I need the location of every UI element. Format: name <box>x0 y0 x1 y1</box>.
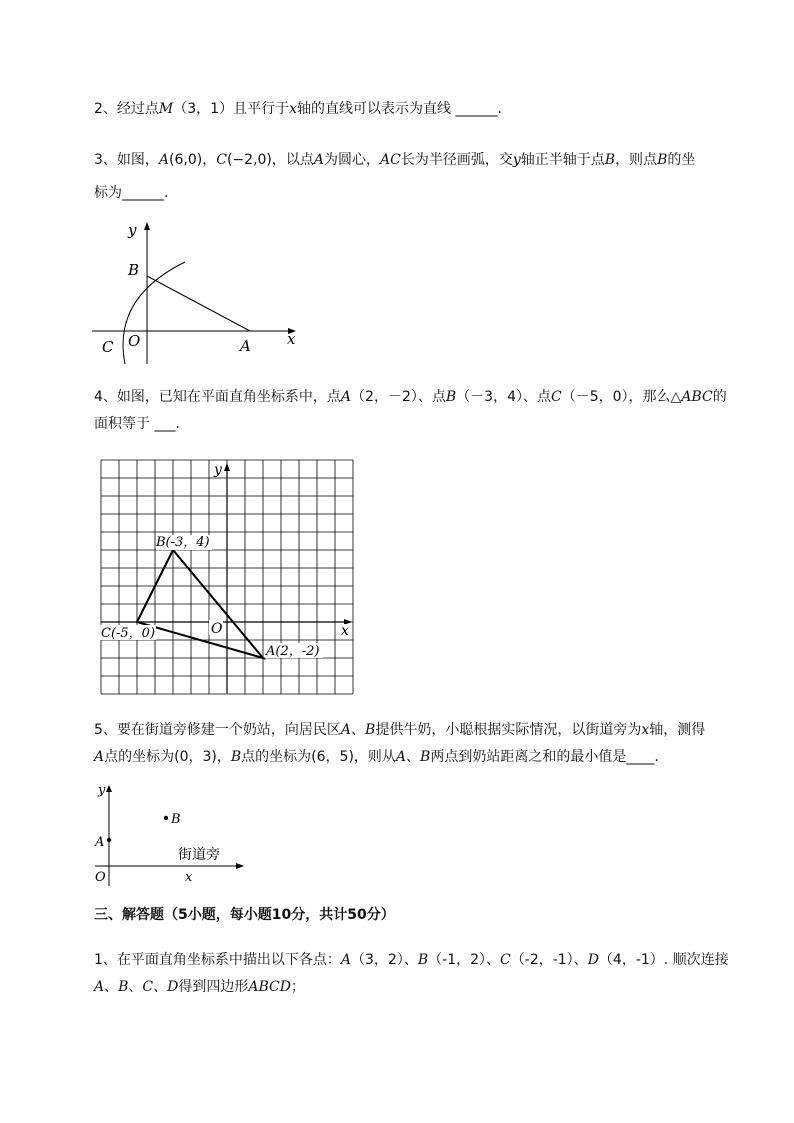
q5-label-A: A <box>95 835 105 850</box>
q4-label-O: O <box>211 621 223 637</box>
q5-label-street: 街道旁 <box>178 847 220 863</box>
q4-label-B: B(-3，4) <box>156 535 210 550</box>
question-3-line-2: 标为______. <box>94 185 169 201</box>
section-3-title: 三、解答题（5小题，每小题10分，共计50分） <box>94 907 395 923</box>
q4-label-C: C(-5，0) <box>101 626 156 641</box>
q3-label-y: y <box>128 221 137 239</box>
q5-point-A <box>107 838 111 842</box>
q5-point-B <box>164 816 168 820</box>
question-2: 2、经过点M（3，1）且平行于x轴的直线可以表示为直线 ______. <box>94 101 502 117</box>
q3-segment-BA <box>147 276 250 331</box>
question-5: 5、要在街道旁修建一个奶站，向居民区A、B提供牛奶，小聪根据实际情况，以街道旁为x轴，测得 <box>94 722 706 738</box>
q4-y-arrow <box>224 463 230 471</box>
q3-label-x: x <box>287 330 296 348</box>
q4-figure <box>98 457 358 697</box>
question-5-line-2: A点的坐标为(0，3)，B点的坐标为(6，5)，则从A、B两点到奶站距离之和的最小值是____. <box>94 749 659 765</box>
q5-label-B: B <box>171 812 181 827</box>
q4-label-x: x <box>341 623 349 639</box>
solve-question-1-line-2: A、B、C、D得到四边形ABCD； <box>94 979 305 995</box>
question-4-line-2: 面积等于 ___. <box>94 416 180 432</box>
question-4: 4、如图，已知在平面直角坐标系中，点A（2，－2）、点B（－3，4）、点C（－5，0），那么△ABC的 <box>94 389 727 405</box>
q4-label-y: y <box>214 462 222 478</box>
q4-label-A: A(2，-2) <box>266 644 320 659</box>
q5-figure <box>90 780 250 890</box>
q5-y-arrow <box>106 785 112 792</box>
q3-label-O: O <box>128 332 141 350</box>
solve-question-1: 1、在平面直角坐标系中描出以下各点：A（3，2）、B（-1，2）、C（-2，-1）、D（4，-1）. 顺次连接 <box>94 952 729 968</box>
q3-label-C: C <box>102 338 114 356</box>
q5-label-y: y <box>98 783 106 798</box>
q5-label-x: x <box>185 870 193 885</box>
q3-figure <box>90 218 310 368</box>
q5-x-arrow <box>236 863 244 869</box>
q5-label-O: O <box>95 870 106 885</box>
question-3: 3、如图，A(6,0)，C(−2,0)，以点A为圆心，AC长为半径画弧，交y轴正半轴于点B，则点B的坐 <box>94 152 696 168</box>
q3-label-B: B <box>128 261 140 279</box>
q3-y-arrow <box>144 222 150 230</box>
q3-label-A: A <box>240 337 251 355</box>
